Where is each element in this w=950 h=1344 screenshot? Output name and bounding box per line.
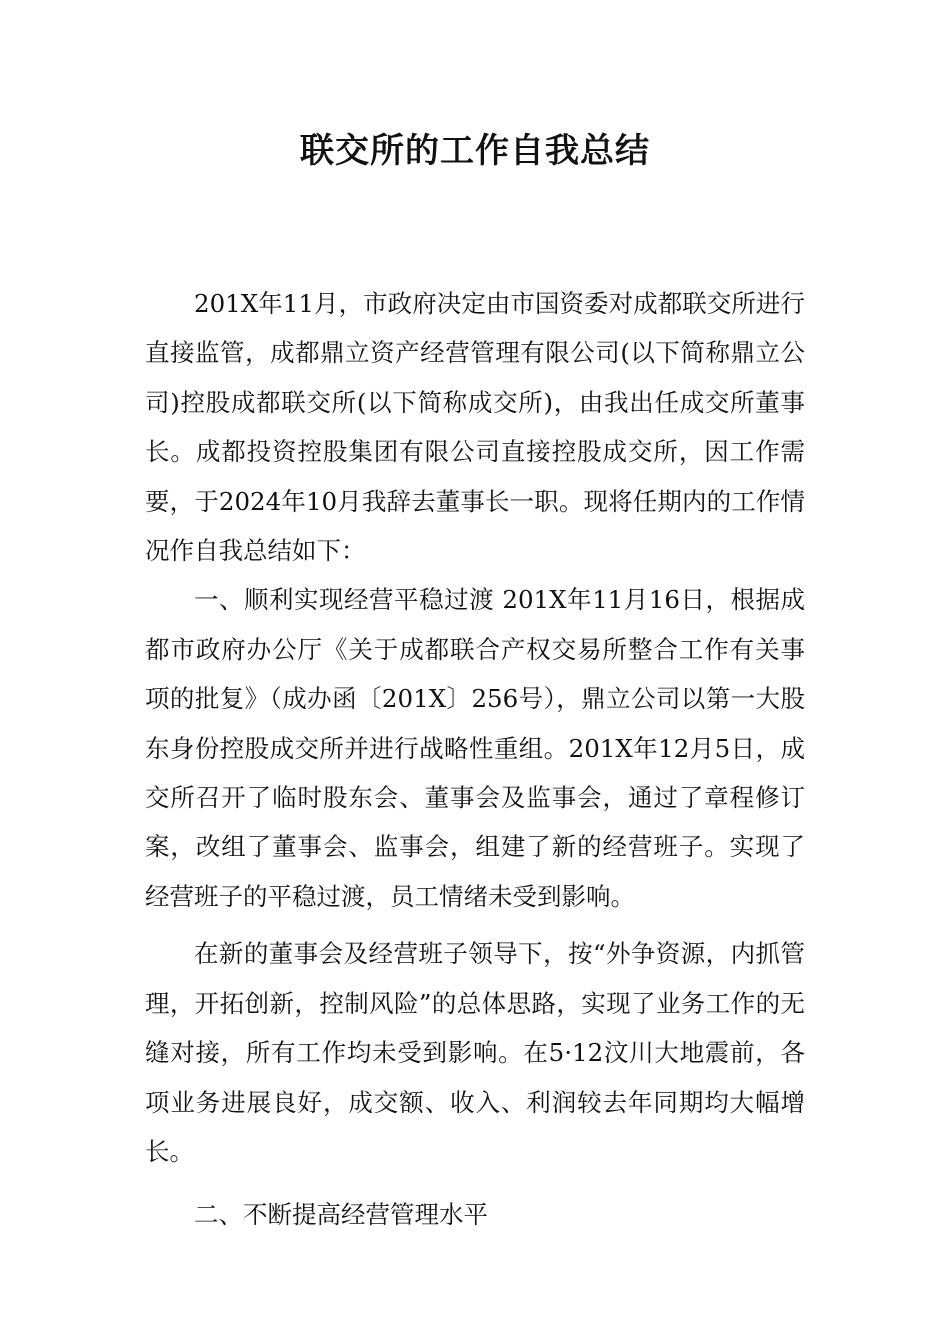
paragraph-intro: 201X年11月，市政府决定由市国资委对成都联交所进行直接监管，成都鼎立资产经营管理有限公司(以下简称鼎立公司)控股成都联交所(以下简称成交所)，由我出任成交所董事长。成都投资控股集团有限公司直接控股成交所，因工作需要，于2024年10月我辞去董事长一职。现将任期内的工作情况作自我总结如下： [145,289,805,566]
paragraph-leadership: 在新的董事会及经营班子领导下，按“外争资源，内抓管理，开拓创新，控制风险”的总体思路，实现了业务工作的无缝对接，所有工作均未受到影响。在5·12汶川大地震前，各项业务进展良好，成交额、收入、利润较去年同期均大幅增长。 [145,939,805,1166]
paragraph-section-one: 一、顺利实现经营平稳过渡 201X年11月16日，根据成都市政府办公厅《关于成都联合产权交易所整合工作有关事项的批复》（成办函〔201X〕256号），鼎立公司以第一大股东身份控股成交所并进行战略性重组。201X年12月5日，成交所召开了临时股东会、董事会及监事会，通过了章程修订案，改组了董事会、监事会，组建了新的经营班子。实现了经营班子的平稳过渡，员工情绪未受到影响。 [145,585,805,911]
section-heading-two: 二、不断提高经营管理水平 [194,1200,488,1230]
document-title: 联交所的工作自我总结 [300,131,650,171]
document-body [145,279,805,1240]
